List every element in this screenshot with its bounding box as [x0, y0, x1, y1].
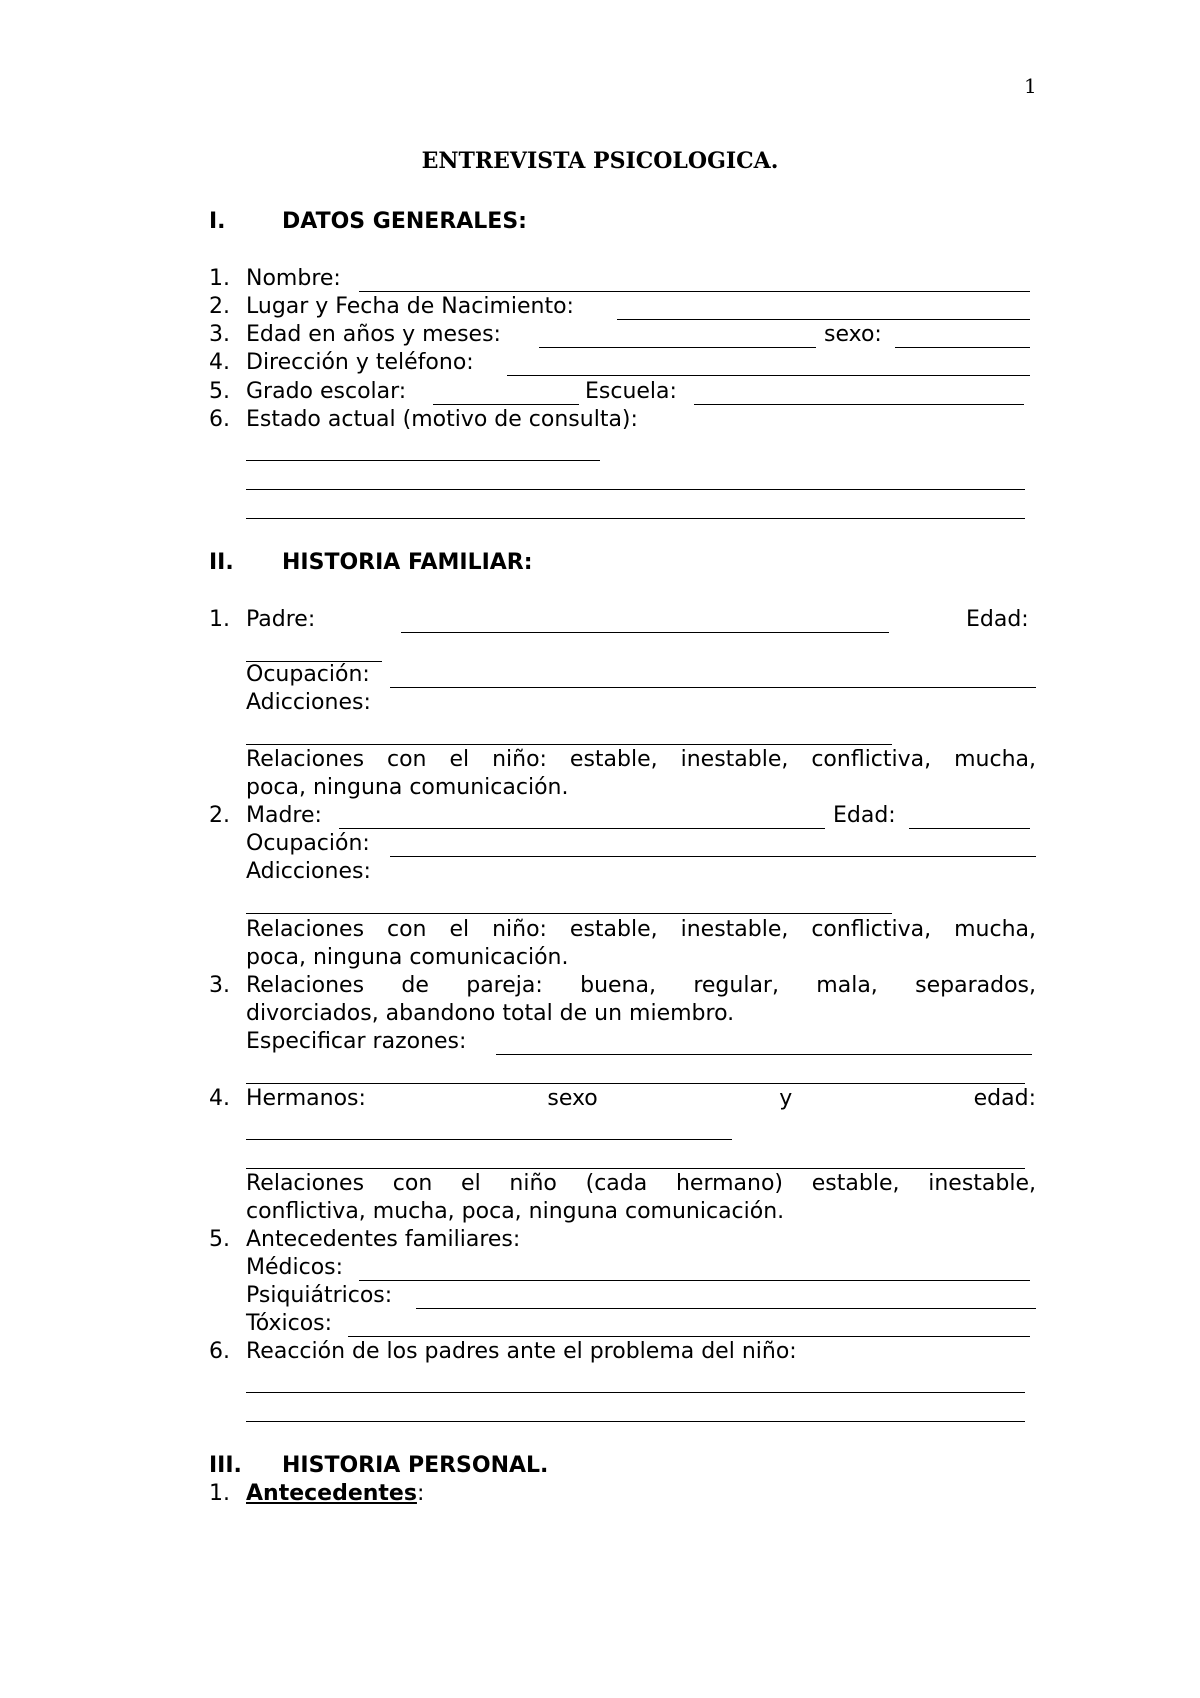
- padre-blank[interactable]: [401, 632, 889, 633]
- document-title: ENTREVISTA PSICOLOGICA.: [421, 148, 779, 174]
- reaccion-blank-1[interactable]: [246, 1392, 1025, 1393]
- antecedentes-heading: Antecedentes: [246, 1481, 417, 1506]
- madre-blank[interactable]: [339, 828, 825, 829]
- lugar-fecha-blank[interactable]: [617, 319, 1030, 320]
- psiquiatricos-blank[interactable]: [416, 1308, 1036, 1309]
- madre-edad-blank[interactable]: [909, 828, 1030, 829]
- reaccion-blank-2[interactable]: [246, 1421, 1025, 1422]
- nombre-blank[interactable]: [359, 291, 1030, 292]
- padre-ocupacion-blank[interactable]: [390, 687, 1036, 688]
- page-number: 1: [1024, 74, 1037, 98]
- hermanos-relaciones-text: Relaciones con el niño (cada hermano) estable, inestable,: [246, 1171, 1036, 1196]
- edad-blank[interactable]: [539, 347, 816, 348]
- sexo-blank[interactable]: [895, 347, 1030, 348]
- grado-blank[interactable]: [433, 404, 579, 405]
- pareja-text: Relaciones de pareja: buena, regular, mala, separados,: [246, 973, 1036, 998]
- padre-adicciones-blank[interactable]: [246, 744, 892, 745]
- hermanos-blank-1[interactable]: [246, 1139, 732, 1140]
- section-numeral: I.: [209, 209, 226, 234]
- hermanos-text: Hermanos: sexo y edad:: [246, 1086, 1036, 1111]
- section-title: DATOS GENERALES:: [282, 209, 527, 234]
- estado-blank-2[interactable]: [246, 489, 1025, 490]
- especificar-blank-1[interactable]: [496, 1054, 1032, 1055]
- toxicos-blank[interactable]: [348, 1336, 1030, 1337]
- madre-adicciones-blank[interactable]: [246, 913, 892, 914]
- section-numeral: II.: [209, 550, 234, 575]
- medicos-blank[interactable]: [359, 1280, 1030, 1281]
- madre-ocupacion-blank[interactable]: [390, 856, 1036, 857]
- padre-relaciones-text: Relaciones con el niño: estable, inestable, conflictiva, mucha,: [246, 747, 1036, 772]
- hermanos-blank-2[interactable]: [246, 1168, 1025, 1169]
- estado-blank-3[interactable]: [246, 518, 1025, 519]
- document-page: 1 ENTREVISTA PSICOLOGICA. I. DATOS GENERALES: 1. Nombre: 2. Lugar y Fecha de Nacimiento: 3. Edad en años y meses: sexo: 4. Dirección y teléfono: 5. Grado escolar: Escuela: 6. Estado actual (motivo de consulta): II. HISTORIA FAMILIAR: 1. Padre: Edad: Ocupación: Adicciones: Relaciones con el niño: estable, inestable, conflictiva, mucha, poca, ninguna comunicación. 2. Madre: Edad: Ocupación: Adicciones: Relaciones con el niño: estable, inestable, conflictiva, mucha, poca, ninguna comunicación. 3. Relaciones de pareja: buena, regular, mala, separados, divorciados, abandono total de un miembro. Especificar razones: 4. Hermanos: sexo y edad: Relaciones con el niño (cada hermano) estable, inestable, conflictiva, mucha, poca, ninguna comunicación. 5. Antecedentes familiares: Médicos: Psiquiátricos: Tóxicos: 6. Reacción de los padres ante el problema del niño: III. HISTORIA PERSONAL. 1. Antecedentes:: [0, 0, 1200, 1698]
- estado-blank-1[interactable]: [246, 460, 600, 461]
- especificar-blank-2[interactable]: [246, 1083, 1025, 1084]
- direccion-blank[interactable]: [507, 375, 1030, 376]
- madre-relaciones-text: Relaciones con el niño: estable, inestable, conflictiva, mucha,: [246, 917, 1036, 942]
- section-title: HISTORIA PERSONAL.: [282, 1453, 549, 1478]
- section-numeral: III.: [209, 1453, 242, 1478]
- escuela-blank[interactable]: [694, 404, 1024, 405]
- section-title: HISTORIA FAMILIAR:: [282, 550, 533, 575]
